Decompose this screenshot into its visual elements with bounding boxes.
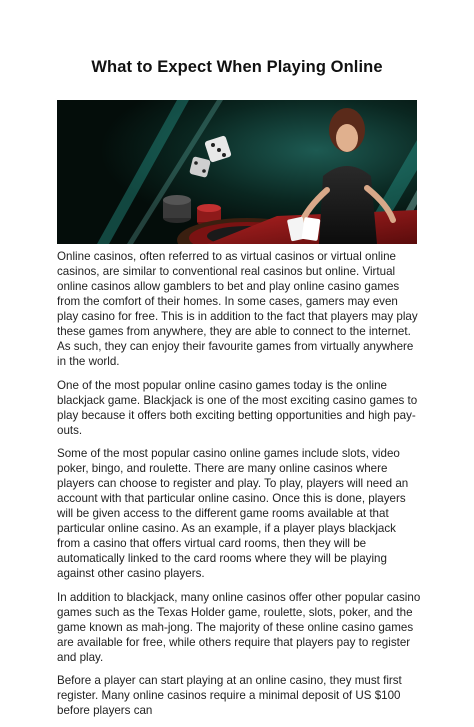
hero-image xyxy=(57,100,417,244)
paragraph: Online casinos, often referred to as virtual casinos or virtual online casinos, are similar to conventional real casinos but online. Virtual online casinos allow gamblers to bet and play online casino games from the comfort of their homes. In some cases, gamers may even play casino for free. This is in addition to the fact that players may play these games from anywhere, they are able to connect to the internet. As such, they can enjoy their favourite games from virtually anywhere in the world. xyxy=(57,250,418,368)
article-body xyxy=(57,249,421,727)
paragraph: Before a player can start playing at an online casino, they must first register. Many online casinos require a minimal deposit of US $100 before players can xyxy=(57,674,402,717)
paragraph: Some of the most popular casino online games include slots, video poker, bingo, and roulette. There are many online casinos where players can choose to register and play. To play, players will need an account with that particular online casino. Once this is done, players will be given access to the different game rooms available at that particular online casino. As an example, if a player plays blackjack from a casino that offers virtual card rooms, then they will be automatically linked to the card rooms where they will be playing against other casino players. xyxy=(57,447,409,580)
casino-illustration xyxy=(57,100,417,244)
paragraph: In addition to blackjack, many online casinos offer other popular casino games such as the Texas Holder game, roulette, slots, poker, and the game known as mah-jong. The majority of these online casino games are available for free, while others require that players pay to register and play. xyxy=(57,590,421,664)
paragraph: One of the most popular online casino games today is the online blackjack game. Blackjack is one of the most exciting casino games to play because it offers both exciting betting opportunities and high pay-outs. xyxy=(57,378,418,437)
page-title: What to Expect When Playing Online xyxy=(91,58,383,76)
